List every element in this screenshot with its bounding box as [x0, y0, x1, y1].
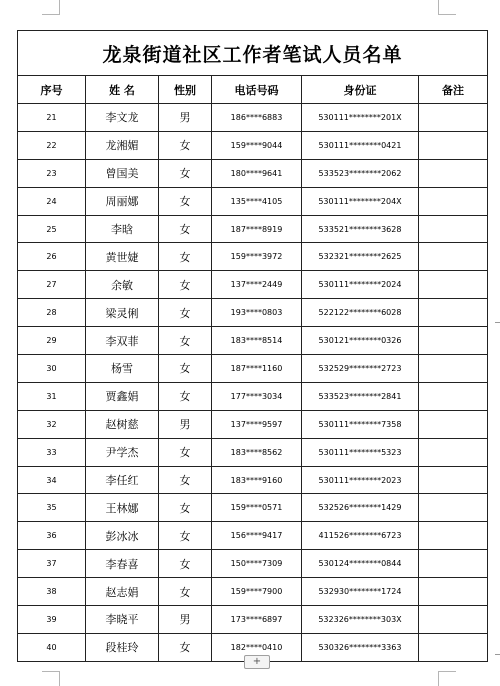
- row-sex: 女: [159, 271, 212, 299]
- row-id-number: 533523********2841: [302, 382, 419, 410]
- table-row: [18, 410, 488, 438]
- row-id-number: 530111********2024: [302, 271, 419, 299]
- row-sex: 女: [159, 243, 212, 271]
- crop-mark: [438, 671, 439, 686]
- row-phone: 187****1160: [212, 355, 302, 383]
- table-row: [18, 327, 488, 355]
- row-note: [419, 382, 488, 410]
- row-number: 23: [18, 159, 86, 187]
- row-number: 34: [18, 466, 86, 494]
- row-name: 曾国美: [86, 159, 159, 187]
- row-number: 28: [18, 299, 86, 327]
- row-note: [419, 187, 488, 215]
- table-row: [18, 466, 488, 494]
- row-name: 赵志娟: [86, 578, 159, 606]
- row-sex: 女: [159, 382, 212, 410]
- row-id-number: 530121********0326: [302, 327, 419, 355]
- row-name: 周丽娜: [86, 187, 159, 215]
- row-phone: 187****8919: [212, 215, 302, 243]
- table-row: [18, 243, 488, 271]
- candidate-table: [17, 30, 488, 662]
- row-id-number: 532930********1724: [302, 578, 419, 606]
- row-note: [419, 215, 488, 243]
- row-phone: 186****6883: [212, 104, 302, 132]
- row-sex: 女: [159, 159, 212, 187]
- row-name: 尹学杰: [86, 438, 159, 466]
- row-number: 27: [18, 271, 86, 299]
- row-name: 杨雪: [86, 355, 159, 383]
- row-number: 38: [18, 578, 86, 606]
- row-phone: 173****6897: [212, 606, 302, 634]
- row-name: 余敏: [86, 271, 159, 299]
- row-id-number: 530111********0421: [302, 131, 419, 159]
- table-row: [18, 522, 488, 550]
- row-name: 龙湘媚: [86, 131, 159, 159]
- crop-mark: [42, 671, 60, 672]
- crop-mark: [42, 14, 60, 15]
- row-name: 贾鑫娟: [86, 382, 159, 410]
- column-header-no: 序号: [18, 76, 86, 104]
- table-row: [18, 159, 488, 187]
- row-sex: 女: [159, 327, 212, 355]
- row-note: [419, 271, 488, 299]
- row-note: [419, 466, 488, 494]
- row-phone: 159****7900: [212, 578, 302, 606]
- row-phone: 182****0410: [212, 633, 302, 661]
- row-sex: 女: [159, 438, 212, 466]
- row-name: 李晓平: [86, 606, 159, 634]
- table-row: [18, 104, 488, 132]
- page-edge-tick: [495, 654, 500, 655]
- row-note: [419, 327, 488, 355]
- row-note: [419, 522, 488, 550]
- crop-mark: [438, 14, 456, 15]
- table-row: [18, 578, 488, 606]
- row-phone: 159****0571: [212, 494, 302, 522]
- row-id-number: 532529********2723: [302, 355, 419, 383]
- row-phone: 135****4105: [212, 187, 302, 215]
- table-row: [18, 187, 488, 215]
- add-row-button[interactable]: +: [244, 655, 270, 669]
- row-note: [419, 410, 488, 438]
- crop-mark: [59, 671, 60, 686]
- row-sex: 女: [159, 299, 212, 327]
- row-phone: 137****9597: [212, 410, 302, 438]
- row-id-number: 411526********6723: [302, 522, 419, 550]
- row-name: 王林娜: [86, 494, 159, 522]
- column-header-id: 身份证: [302, 76, 419, 104]
- table-row: [18, 355, 488, 383]
- row-id-number: 530124********0844: [302, 550, 419, 578]
- row-name: 黄世婕: [86, 243, 159, 271]
- row-name: 李任红: [86, 466, 159, 494]
- row-note: [419, 131, 488, 159]
- row-name: 李双菲: [86, 327, 159, 355]
- row-number: 37: [18, 550, 86, 578]
- row-name: 彭冰冰: [86, 522, 159, 550]
- row-phone: 183****8562: [212, 438, 302, 466]
- row-number: 39: [18, 606, 86, 634]
- row-sex: 女: [159, 355, 212, 383]
- row-number: 40: [18, 633, 86, 661]
- row-number: 35: [18, 494, 86, 522]
- row-phone: 183****9160: [212, 466, 302, 494]
- row-id-number: 530111********2023: [302, 466, 419, 494]
- row-id-number: 533523********2062: [302, 159, 419, 187]
- table-header-row: [18, 76, 488, 104]
- row-sex: 女: [159, 522, 212, 550]
- row-id-number: 530326********3363: [302, 633, 419, 661]
- column-header-sex: 性别: [159, 76, 212, 104]
- row-name: 赵树慈: [86, 410, 159, 438]
- row-sex: 男: [159, 410, 212, 438]
- row-sex: 女: [159, 633, 212, 661]
- row-sex: 男: [159, 104, 212, 132]
- row-id-number: 533521********3628: [302, 215, 419, 243]
- row-note: [419, 606, 488, 634]
- column-header-phone: 电话号码: [212, 76, 302, 104]
- row-phone: 156****9417: [212, 522, 302, 550]
- table-row: [18, 215, 488, 243]
- table-row: [18, 131, 488, 159]
- row-number: 25: [18, 215, 86, 243]
- row-name: 李春喜: [86, 550, 159, 578]
- row-note: [419, 104, 488, 132]
- row-sex: 女: [159, 187, 212, 215]
- page-edge-tick: [495, 322, 500, 323]
- row-phone: 159****3972: [212, 243, 302, 271]
- row-phone: 180****9641: [212, 159, 302, 187]
- row-sex: 女: [159, 131, 212, 159]
- row-phone: 159****9044: [212, 131, 302, 159]
- row-phone: 177****3034: [212, 382, 302, 410]
- row-number: 31: [18, 382, 86, 410]
- row-note: [419, 633, 488, 661]
- table-row: [18, 382, 488, 410]
- row-id-number: 522122********6028: [302, 299, 419, 327]
- row-id-number: 532326********303X: [302, 606, 419, 634]
- row-number: 30: [18, 355, 86, 383]
- row-phone: 193****0803: [212, 299, 302, 327]
- row-sex: 男: [159, 606, 212, 634]
- row-sex: 女: [159, 494, 212, 522]
- row-sex: 女: [159, 215, 212, 243]
- row-name: 李晗: [86, 215, 159, 243]
- row-sex: 女: [159, 466, 212, 494]
- row-note: [419, 578, 488, 606]
- row-number: 36: [18, 522, 86, 550]
- row-number: 24: [18, 187, 86, 215]
- row-id-number: 530111********201X: [302, 104, 419, 132]
- crop-mark: [438, 671, 456, 672]
- row-number: 26: [18, 243, 86, 271]
- table-row: [18, 606, 488, 634]
- column-header-name: 姓 名: [86, 76, 159, 104]
- crop-mark: [59, 0, 60, 15]
- row-note: [419, 243, 488, 271]
- row-note: [419, 438, 488, 466]
- row-name: 梁灵俐: [86, 299, 159, 327]
- row-phone: 137****2449: [212, 271, 302, 299]
- row-id-number: 530111********7358: [302, 410, 419, 438]
- row-id-number: 532526********1429: [302, 494, 419, 522]
- row-sex: 女: [159, 550, 212, 578]
- row-phone: 150****7309: [212, 550, 302, 578]
- row-number: 32: [18, 410, 86, 438]
- row-number: 21: [18, 104, 86, 132]
- row-id-number: 530111********5323: [302, 438, 419, 466]
- row-phone: 183****8514: [212, 327, 302, 355]
- row-note: [419, 550, 488, 578]
- row-sex: 女: [159, 578, 212, 606]
- row-note: [419, 355, 488, 383]
- document-title: 龙泉街道社区工作者笔试人员名单: [18, 31, 488, 76]
- table-row: [18, 438, 488, 466]
- table-row: [18, 550, 488, 578]
- row-name: 段桂玲: [86, 633, 159, 661]
- row-name: 李文龙: [86, 104, 159, 132]
- row-number: 33: [18, 438, 86, 466]
- row-note: [419, 159, 488, 187]
- crop-mark: [438, 0, 439, 15]
- row-number: 29: [18, 327, 86, 355]
- row-note: [419, 494, 488, 522]
- table-row: [18, 271, 488, 299]
- table-row: [18, 299, 488, 327]
- column-header-note: 备注: [419, 76, 488, 104]
- table-row: [18, 494, 488, 522]
- row-number: 22: [18, 131, 86, 159]
- row-id-number: 532321********2625: [302, 243, 419, 271]
- row-id-number: 530111********204X: [302, 187, 419, 215]
- row-note: [419, 299, 488, 327]
